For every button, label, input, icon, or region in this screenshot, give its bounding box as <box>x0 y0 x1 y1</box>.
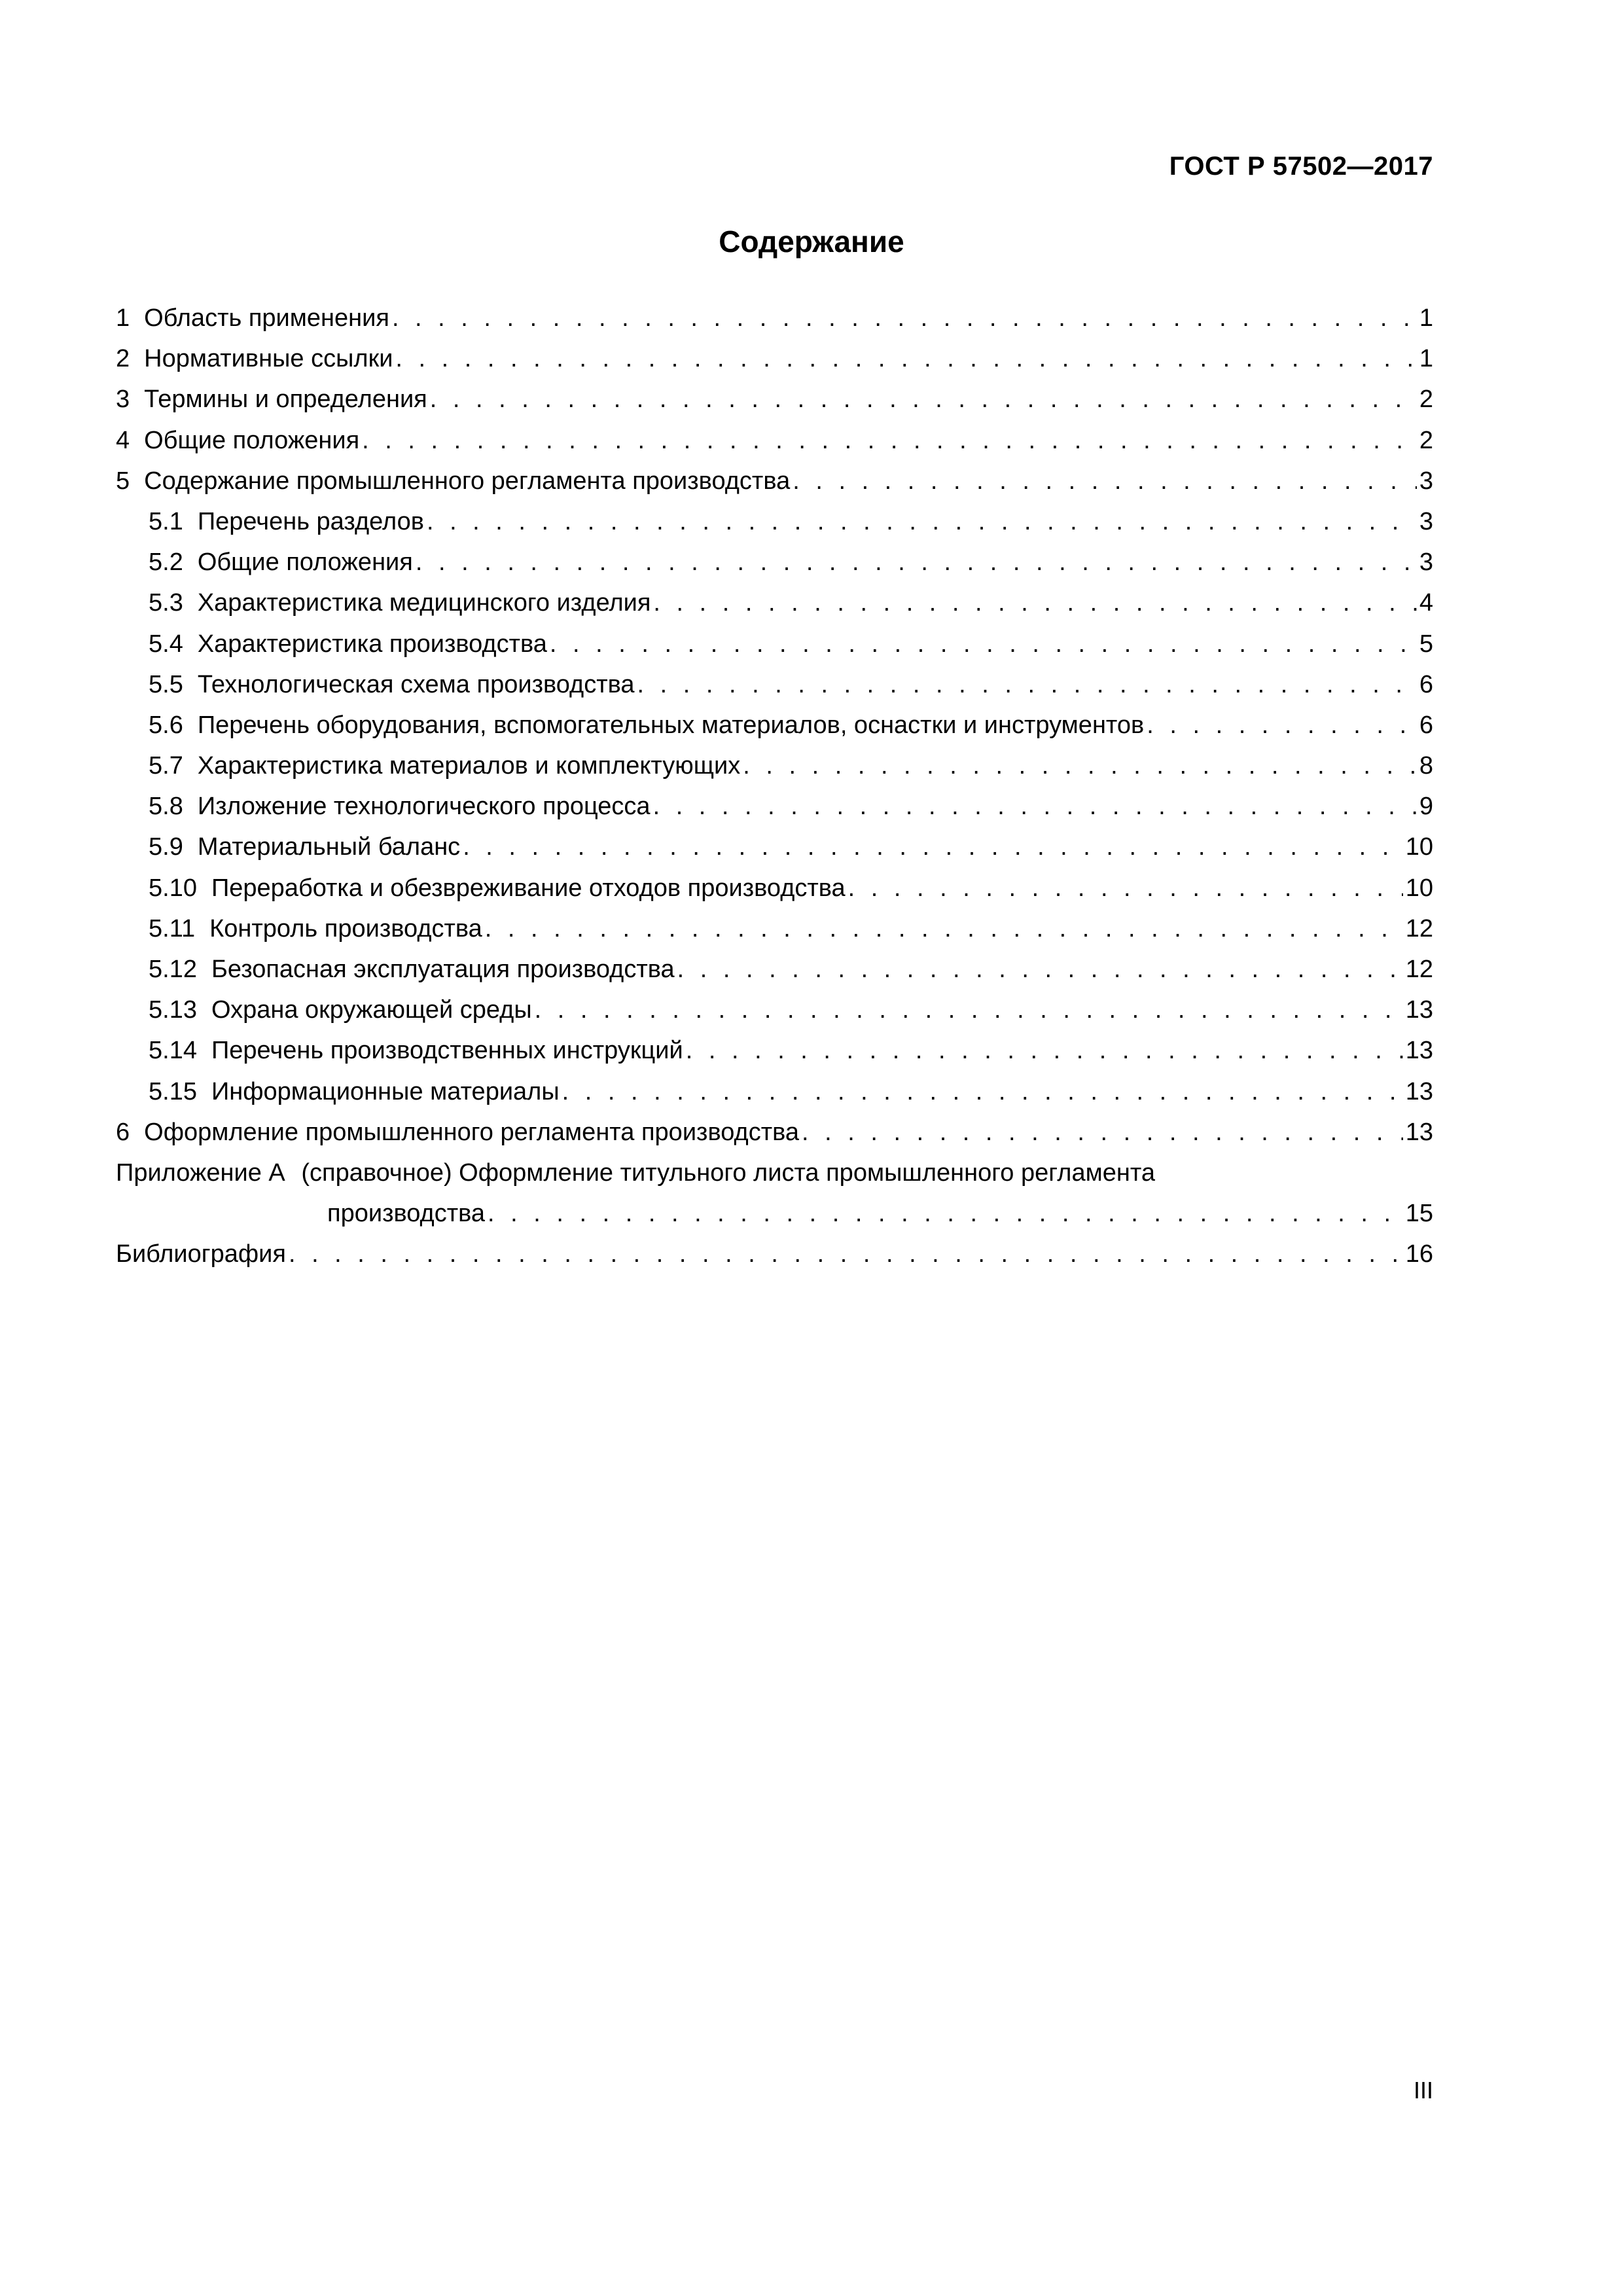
toc-entry-title: Оформление промышленного регламента производства <box>144 1118 799 1146</box>
toc-entry-title: Перечень производственных инструкций <box>211 1037 683 1065</box>
toc-subentry <box>116 949 1433 990</box>
toc-entry-number: 3 <box>116 386 130 414</box>
toc-leader-dots <box>562 1071 1403 1112</box>
toc-entry-number: 5.14 <box>149 1037 197 1065</box>
toc-leader-dots <box>793 461 1417 501</box>
toc-entry-number: 5 <box>116 467 130 495</box>
toc-subentry <box>116 868 1433 908</box>
toc-entry-page: 3 <box>1419 548 1433 577</box>
toc-entry-title: Характеристика производства <box>197 630 547 658</box>
toc-leader-dots <box>427 501 1417 542</box>
toc-bibliography-entry <box>116 1234 1433 1274</box>
toc-subentry <box>116 583 1433 623</box>
toc-entry-number: 5.10 <box>149 874 197 902</box>
toc-entry-page: 13 <box>1405 996 1433 1024</box>
toc-leader-dots <box>416 542 1417 583</box>
toc-leader-dots <box>686 1030 1403 1071</box>
toc-entry-page: 2 <box>1419 426 1433 454</box>
toc-entry-number: 6 <box>116 1118 130 1146</box>
toc-subentry <box>116 745 1433 786</box>
toc-title: Содержание <box>719 224 904 259</box>
toc-entry-page: 1 <box>1419 345 1433 373</box>
toc-leader-dots <box>362 420 1417 461</box>
toc-entry-number: 1 <box>116 304 130 332</box>
toc-leader-dots <box>848 868 1403 908</box>
toc-entry-title: Термины и определения <box>144 386 427 414</box>
toc-appendix-entry <box>116 1193 1433 1234</box>
toc-entry-page: 15 <box>1405 1200 1433 1228</box>
toc-entry-title: Характеристика материалов и комплектующих <box>197 752 741 780</box>
toc-entry <box>116 379 1433 420</box>
appendix-title-line1: (справочное) Оформление титульного листа промышленного регламента <box>301 1158 1155 1187</box>
toc-leader-dots <box>1147 705 1417 745</box>
document-code: ГОСТ Р 57502—2017 <box>1169 152 1433 181</box>
toc-entry-page: 16 <box>1405 1240 1433 1268</box>
toc-entry-title: Общие положения <box>197 548 413 577</box>
toc-subentry <box>116 1071 1433 1112</box>
toc-entry <box>116 338 1433 379</box>
toc-leader-dots <box>535 990 1403 1030</box>
toc-entry <box>116 1112 1433 1153</box>
toc-entry-title: Технологическая схема производства <box>197 670 635 698</box>
toc-subentry <box>116 501 1433 542</box>
toc-entry-title: Информационные материалы <box>211 1077 560 1105</box>
toc-entry-page: 13 <box>1405 1037 1433 1065</box>
toc-leader-dots <box>637 664 1417 705</box>
toc-subentry <box>116 542 1433 583</box>
toc-entry-title: Нормативные ссылки <box>144 345 393 373</box>
toc-entry-page: 6 <box>1419 711 1433 739</box>
toc-entry-number: 5.12 <box>149 956 197 983</box>
toc-leader-dots <box>463 827 1403 867</box>
toc-entry-number: 5.11 <box>149 914 196 942</box>
toc-entry-page: 3 <box>1419 507 1433 535</box>
toc-entry-page: 9 <box>1419 793 1433 821</box>
toc-entry-number: 5.3 <box>149 589 183 617</box>
toc-entry-page: 10 <box>1405 874 1433 902</box>
toc-leader-dots <box>653 583 1416 623</box>
toc-entry-title: Содержание промышленного регламента производства <box>144 467 791 495</box>
toc-entry-page: 12 <box>1405 956 1433 983</box>
toc-entry-page: 1 <box>1419 304 1433 332</box>
page-number: III <box>1413 2077 1433 2104</box>
toc-entry-number: 5.15 <box>149 1077 197 1105</box>
toc-entry-title: Общие положения <box>144 426 360 454</box>
toc-entry-number: 2 <box>116 345 130 373</box>
toc-leader-dots <box>395 338 1416 379</box>
toc-list <box>116 298 1433 1275</box>
toc-subentry <box>116 827 1433 867</box>
toc-subentry <box>116 908 1433 949</box>
toc-entry-number: 5.2 <box>149 548 183 577</box>
toc-entry-title: Перечень оборудования, вспомогательных материалов, оснастки и инструментов <box>197 711 1145 739</box>
toc-appendix-heading <box>116 1153 1433 1193</box>
toc-entry <box>116 298 1433 338</box>
toc-entry-page: 4 <box>1419 589 1433 617</box>
toc-entry <box>116 420 1433 461</box>
toc-leader-dots <box>289 1234 1403 1274</box>
toc-entry-number: 5.4 <box>149 630 183 658</box>
toc-leader-dots <box>802 1112 1403 1153</box>
toc-entry <box>116 461 1433 501</box>
appendix-title-line2: производства <box>327 1200 486 1228</box>
toc-leader-dots <box>653 786 1417 827</box>
toc-subentry <box>116 664 1433 705</box>
toc-leader-dots <box>392 298 1417 338</box>
toc-entry-page: 3 <box>1419 467 1433 495</box>
toc-leader-dots <box>743 745 1417 786</box>
toc-entry-title: Перечень разделов <box>197 507 424 535</box>
toc-entry-page: 2 <box>1419 386 1433 414</box>
toc-entry-title: Характеристика медицинского изделия <box>197 589 651 617</box>
toc-entry-number: 5.13 <box>149 996 197 1024</box>
toc-entry-number: 5.1 <box>149 507 183 535</box>
toc-entry-page: 12 <box>1405 914 1433 942</box>
toc-subentry <box>116 1030 1433 1071</box>
toc-entry-title: Контроль производства <box>209 914 482 942</box>
toc-entry-page: 5 <box>1419 630 1433 658</box>
toc-entry-page: 8 <box>1419 752 1433 780</box>
toc-subentry <box>116 990 1433 1030</box>
toc-entry-page: 13 <box>1405 1077 1433 1105</box>
toc-entry-title: Область применения <box>144 304 389 332</box>
toc-entry-page: 10 <box>1405 833 1433 861</box>
toc-entry-number: 5.8 <box>149 793 183 821</box>
toc-entry-title: Переработка и обезвреживание отходов производства <box>211 874 846 902</box>
toc-entry-title: Библиография <box>116 1240 286 1268</box>
toc-entry-number: 5.6 <box>149 711 183 739</box>
toc-subentry <box>116 786 1433 827</box>
toc-entry-title: Безопасная эксплуатация производства <box>211 956 675 983</box>
toc-entry-page: 6 <box>1419 670 1433 698</box>
toc-entry-number: 5.5 <box>149 670 183 698</box>
appendix-label: Приложение А <box>116 1158 285 1187</box>
toc-leader-dots <box>550 624 1417 664</box>
toc-leader-dots <box>677 949 1403 990</box>
toc-subentry <box>116 705 1433 745</box>
toc-leader-dots <box>485 908 1403 949</box>
toc-entry-number: 5.7 <box>149 752 183 780</box>
toc-entry-number: 4 <box>116 426 130 454</box>
toc-leader-dots <box>430 379 1417 420</box>
toc-entry-page: 13 <box>1405 1118 1433 1146</box>
toc-subentry <box>116 624 1433 664</box>
toc-entry-title: Охрана окружающей среды <box>211 996 532 1024</box>
toc-entry-title: Материальный баланс <box>197 833 461 861</box>
toc-entry-title: Изложение технологического процесса <box>197 793 651 821</box>
toc-entry-number: 5.9 <box>149 833 183 861</box>
toc-leader-dots <box>488 1193 1403 1234</box>
